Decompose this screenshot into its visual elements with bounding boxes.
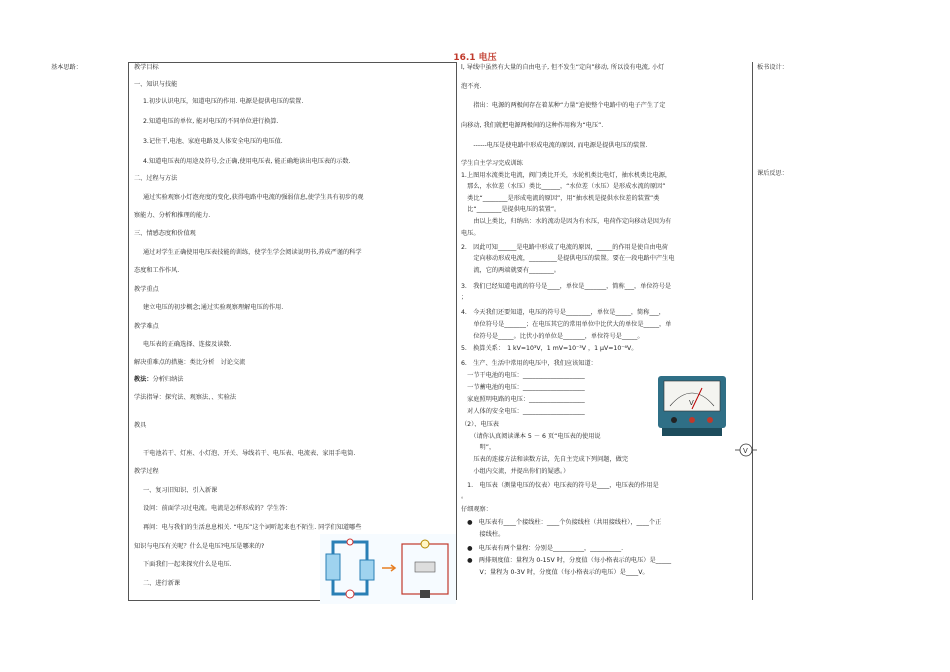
exercise-line: （请你认真阅读课本 5 － 6 页“电压表的使用说: [461, 433, 601, 440]
plan-line: 下面我们一起来探究什么是电压.: [143, 561, 232, 568]
exercise-line: V；量程为 0-3V 时，分度值（每小格表示的电压）是____V。: [461, 569, 649, 576]
exercise-line: 1.上图用水流类比电流，阀门类比开关，水轮机类比电灯，抽水机类比电源，: [461, 172, 672, 179]
exercise-line: ------电压是使电路中形成电流的原因, 而电源是提供电压的装置.: [461, 142, 648, 149]
plan-line: 教法：分析归纳法: [134, 376, 184, 383]
basic-idea-label: 基本思路：: [51, 64, 82, 71]
meter-v-label: V: [689, 399, 694, 407]
plan-line: 通过实验观察小灯泡亮度的变化,获得电路中电流的强弱信息,使学生具有初步的观: [143, 194, 364, 201]
table-top-rule: [128, 62, 456, 63]
exercise-line: 2. 因此可知______是电路中形成了电流的原因，_____的作用是使自由电荷: [461, 244, 668, 251]
exercise-line: 。: [461, 493, 468, 500]
exercise-line: 学生自主学习完成训练: [461, 160, 523, 167]
column-divider-middle: [456, 62, 457, 600]
plan-line: 一、知识与技能: [134, 81, 178, 88]
plan-line: 设问：前面学习过电流。电流是怎样形成的？学生答：: [143, 505, 292, 512]
valve-icon: [347, 539, 353, 545]
exercise-line: 泡不亮.: [461, 83, 482, 90]
plan-line: 解决重难点的措施：类比分析 讨论交流: [134, 359, 246, 366]
switch-icon: [415, 562, 435, 572]
exercise-line: 接线柱。: [461, 531, 505, 538]
terminal-15v: [707, 417, 713, 423]
exercise-line: 明”，: [461, 444, 496, 451]
exercise-line: 定向移动形成电流，_________是提供电压的装置。要在一段电路中产生电: [461, 255, 675, 262]
plan-line: 教学重点: [134, 286, 159, 293]
column-divider-right: [752, 62, 753, 600]
exercise-line: 压表的连接方法和读数方法，先自主完成下列问题，做完: [461, 456, 629, 463]
exercise-line: 向移动, 我们就把电源两极间的这种作用称为“电压”.: [461, 122, 604, 129]
plan-line: 三、情感态度和价值观: [134, 230, 196, 237]
plan-line: 教具: [134, 422, 147, 429]
voltmeter-symbol: [735, 443, 757, 457]
plan-line: 二、过程与方法: [134, 175, 178, 182]
exercise-line: ● 电压表有____个接线柱：____个负接线柱（共用接线柱），____个正: [461, 519, 662, 526]
exercise-line: 位符号是_____。比伏小的单位是_______，单位符号是_____。: [461, 333, 644, 340]
plan-line: 二、进行新课: [143, 580, 181, 587]
water-tank-left: [326, 554, 340, 580]
plan-line: 2.知道电压的单位, 能对电压的不同单位进行换算.: [143, 118, 279, 125]
exercise-line: 5. 换算关系： 1 kV=10³V，1 mV=10⁻³V ，1 μV=10⁻⁶V。: [461, 345, 638, 352]
plan-line: 教学目标: [134, 64, 159, 71]
exercise-line: 类比“________是形成电流的原因”，用“抽水机是提供水位差的装置”类: [461, 195, 660, 202]
exercise-line: 那么，水位差（水压）类比______，“水位差（水压）是形成水流的原因”: [461, 183, 666, 190]
exercise-line: 1. 电压表（测量电压的仪表）电压表的符号是____，电压表的作用是: [461, 482, 659, 489]
battery-icon: [420, 590, 430, 598]
plan-line: 知识与电压有关呢？什么是电压?电压是哪来的?: [134, 543, 265, 550]
exercise-line: ● 电压表有两个量程：分别是__________，__________.: [461, 545, 624, 552]
exercise-line: 比“________是提供电压的装置”。: [461, 206, 561, 213]
plan-line: 电压表的正确选择、连接及读数.: [143, 341, 232, 348]
voltmeter-figure: [654, 372, 730, 442]
exercise-line: 一节蓄电池的电压：____________________: [461, 384, 585, 391]
exercise-line: 由以上类比，归纳出：水的流动是因为有水压，电荷作定向移动是因为有: [461, 218, 672, 225]
exercise-line: 家庭照明电路的电压：__________________: [461, 396, 585, 403]
plan-line: 4.知道电压表的用途及符号,会正确,使用电压表, 能正确地读出电压表的示数.: [143, 158, 351, 165]
plan-line: 建立电压的初步概念;通过实验观察理解电压的作用.: [143, 304, 284, 311]
exercise-line: 单位符号是_______；在电压其它的常用单位中比伏大的单位是_____，单: [461, 321, 672, 328]
exercise-line: 指出：电源的两极间存在着某种“力量”迫使整个电路中的电子产生了定: [461, 102, 666, 109]
pump-icon: [346, 590, 354, 598]
exercise-line: l, 导线中虽然有大量的自由电子, 但不发生“定向”移动, 所以没有电流, 小灯: [461, 64, 665, 71]
plan-line: 通过对学生正确使用电压表技能的训练，使学生学会阅读说明书,养成严谨的科学: [143, 249, 362, 256]
exercise-line: 对人体的安全电压：____________________: [461, 408, 585, 415]
exercise-line: 流，它的两端就要有________。: [461, 267, 560, 274]
column-divider-left: [128, 62, 129, 600]
water-tank-right: [360, 560, 374, 580]
plan-line: 教学难点: [134, 323, 159, 330]
bulb-icon: [421, 540, 429, 548]
plan-line: 一、复习旧知识、引入新课: [143, 487, 218, 494]
exercise-line: 电压。: [461, 230, 480, 237]
plan-line: 察能力、分析和推理的能力.: [134, 212, 211, 219]
plan-line: 再问：电与我们的生活息息相关. “电压”这个词听起来也不陌生. 同学们知道哪些: [143, 524, 362, 531]
exercise-line: 4. 今天我们还要知道，电压的符号是________，单位是_____，简称___，: [461, 309, 665, 316]
page-title: 16.1 电压: [453, 53, 497, 63]
plan-line: 教学过程: [134, 468, 159, 475]
exercise-line: ；: [461, 294, 468, 301]
terminal-negative: [671, 417, 677, 423]
plan-line: 干电池若干、灯座、小灯泡、开关、导线若干、电压表、电流表、家用手电筒.: [143, 450, 356, 457]
water-circuit-figure: [320, 534, 456, 604]
plan-line: 1.初步认识电压，知道电压的作用. 电源是提供电压的装置.: [143, 98, 304, 105]
board-design-label: 板书设计：: [757, 64, 788, 71]
exercise-line: 6. 生产、生活中常用的电压中，我们应该知道：: [461, 360, 597, 367]
reflection-label: 课后反思：: [757, 170, 788, 177]
exercise-line: 仔细观察：: [461, 506, 492, 513]
exercise-line: 一节干电池的电压：____________________: [461, 372, 585, 379]
exercise-line: ● 两排刻度值：量程为 0-15V 时，分度值（每小格表示的电压）是_____: [461, 557, 672, 564]
terminal-3v: [689, 417, 695, 423]
exercise-line: 3. 我们已经知道电流的符号是____，单位是_______，简称___，单位符号是: [461, 283, 672, 290]
plan-line: 态度和工作作风.: [134, 267, 180, 274]
svg-text:V: V: [743, 447, 748, 455]
plan-line: 学法指导：探究法、观察法、、实验法: [134, 394, 237, 401]
exercise-line: 小组内交流，并提出你们的疑惑。）: [461, 468, 570, 475]
exercise-line: （2）、电压表: [461, 421, 499, 428]
plan-line: 3.记住干,电池、家庭电路及人体安全电压的电压值.: [143, 138, 283, 145]
